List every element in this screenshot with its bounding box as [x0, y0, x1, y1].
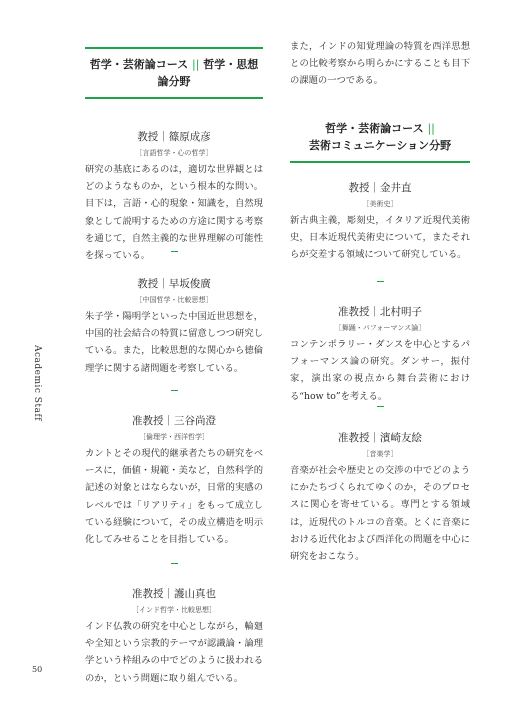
staff-name: 准教授｜護山真也 [132, 588, 216, 600]
staff-description: 新古典主義，彫刻史，イタリア近現代美術史，日本近現代美術史について，またそれらが交差する領域について研究している。 [290, 215, 470, 261]
section-title-separator: || [192, 58, 200, 71]
staff-entry [85, 587, 263, 687]
heading-rule-bottom [85, 97, 263, 99]
staff-entry [290, 431, 470, 565]
staff-entry [85, 130, 263, 264]
staff-name: 准教授｜三谷尚澄 [132, 415, 216, 427]
section-title [290, 113, 470, 161]
staff-description: 朱子学・陽明学といった中国近世思想を，中国的社会結合の特質に留意しつつ研究している。また，比較思想的な関心から徳倫理学に関する諸問題を考察している。 [85, 311, 263, 374]
section-heading-philosophy [85, 47, 263, 99]
section-title-separator: || [427, 122, 435, 135]
entry-divider [377, 406, 384, 407]
continued-text: また，インドの知覚理論の特質を西洋思想との比較考察から明らかにすることも目下の課題の一つである。 [290, 41, 470, 87]
side-label: Academic Staff [32, 345, 42, 422]
staff-entry [290, 305, 470, 405]
staff-field: ［インド哲学・比較思想］ [132, 606, 216, 614]
staff-description: 音楽が社会や歴史との交渉の中でどのようにかたちづくられてゆくのか，そのプロセスに関心を寄せている。専門とする領域は，近現代のトルコの音楽。とくに音楽における近代化および西洋化の問題を中心に研究をおこなう。 [290, 465, 470, 563]
staff-name: 教授｜金井直 [348, 182, 412, 194]
entry-divider [377, 281, 384, 282]
entry-divider [171, 251, 178, 252]
staff-field: ［音楽学］ [362, 450, 398, 458]
page-number: 50 [32, 665, 43, 674]
staff-name: 教授｜早坂俊廣 [137, 278, 211, 290]
staff-field: ［中国哲学・比較思想］ [135, 296, 213, 304]
entry-divider [171, 563, 178, 564]
entry-divider [171, 390, 178, 391]
section-title-course: 哲学・芸術論コース [89, 58, 189, 71]
staff-description: カントとその現代的継承者たちの研究をベースに，価値・規範・美など，自然科学的記述の対象とはならないが，日常的実感のレベルでは「リアリティ」をもって成立している経験について，その成立構造を明示化してみせることを目指している。 [85, 448, 263, 546]
staff-name: 准教授｜北村明子 [338, 306, 422, 318]
staff-description: 研究の基底にあるのは，適切な世界観とはどのようなものか，という根本的な問い。目下は，言語・心的現象・知識を，自然現象として説明するための方途に関する考察を通じて，自然主義的な世界理解の可能性を探っている。 [85, 164, 263, 262]
staff-name: 教授｜篠原成彦 [137, 131, 211, 143]
section-title-course: 哲学・芸術論コース [325, 122, 424, 135]
section-title [85, 49, 263, 97]
heading-rule-bottom [290, 161, 470, 163]
staff-description: インド仏教の研究を中心としながら，輪廻や全知という宗教的テーマが認識論・論理学という枠組みの中でどのように扱われるのか，という問題に取り組んでいる。 [85, 621, 263, 684]
staff-field: ［言語哲学・心の哲学］ [135, 149, 213, 157]
section-title-field: 芸術コミュニケーション分野 [308, 139, 452, 152]
section-heading-art-communication [290, 113, 470, 163]
staff-name: 准教授｜濱崎友絵 [338, 432, 422, 444]
staff-entry [85, 414, 263, 548]
staff-field: ［倫理学・西洋哲学］ [139, 433, 209, 441]
staff-field: ［舞踊・パフォーマンス論］ [334, 324, 426, 332]
section-title-field: 哲学・思想論分野 [157, 58, 259, 88]
staff-description: コンテンポラリー・ダンスを中心とするパフォーマンス論の研究。ダンサー，振付家，演出家の視点から舞台芸術における“how to”を考える。 [290, 339, 470, 402]
staff-entry [85, 277, 263, 377]
staff-field: ［美術史］ [362, 200, 398, 208]
staff-entry [290, 181, 470, 264]
